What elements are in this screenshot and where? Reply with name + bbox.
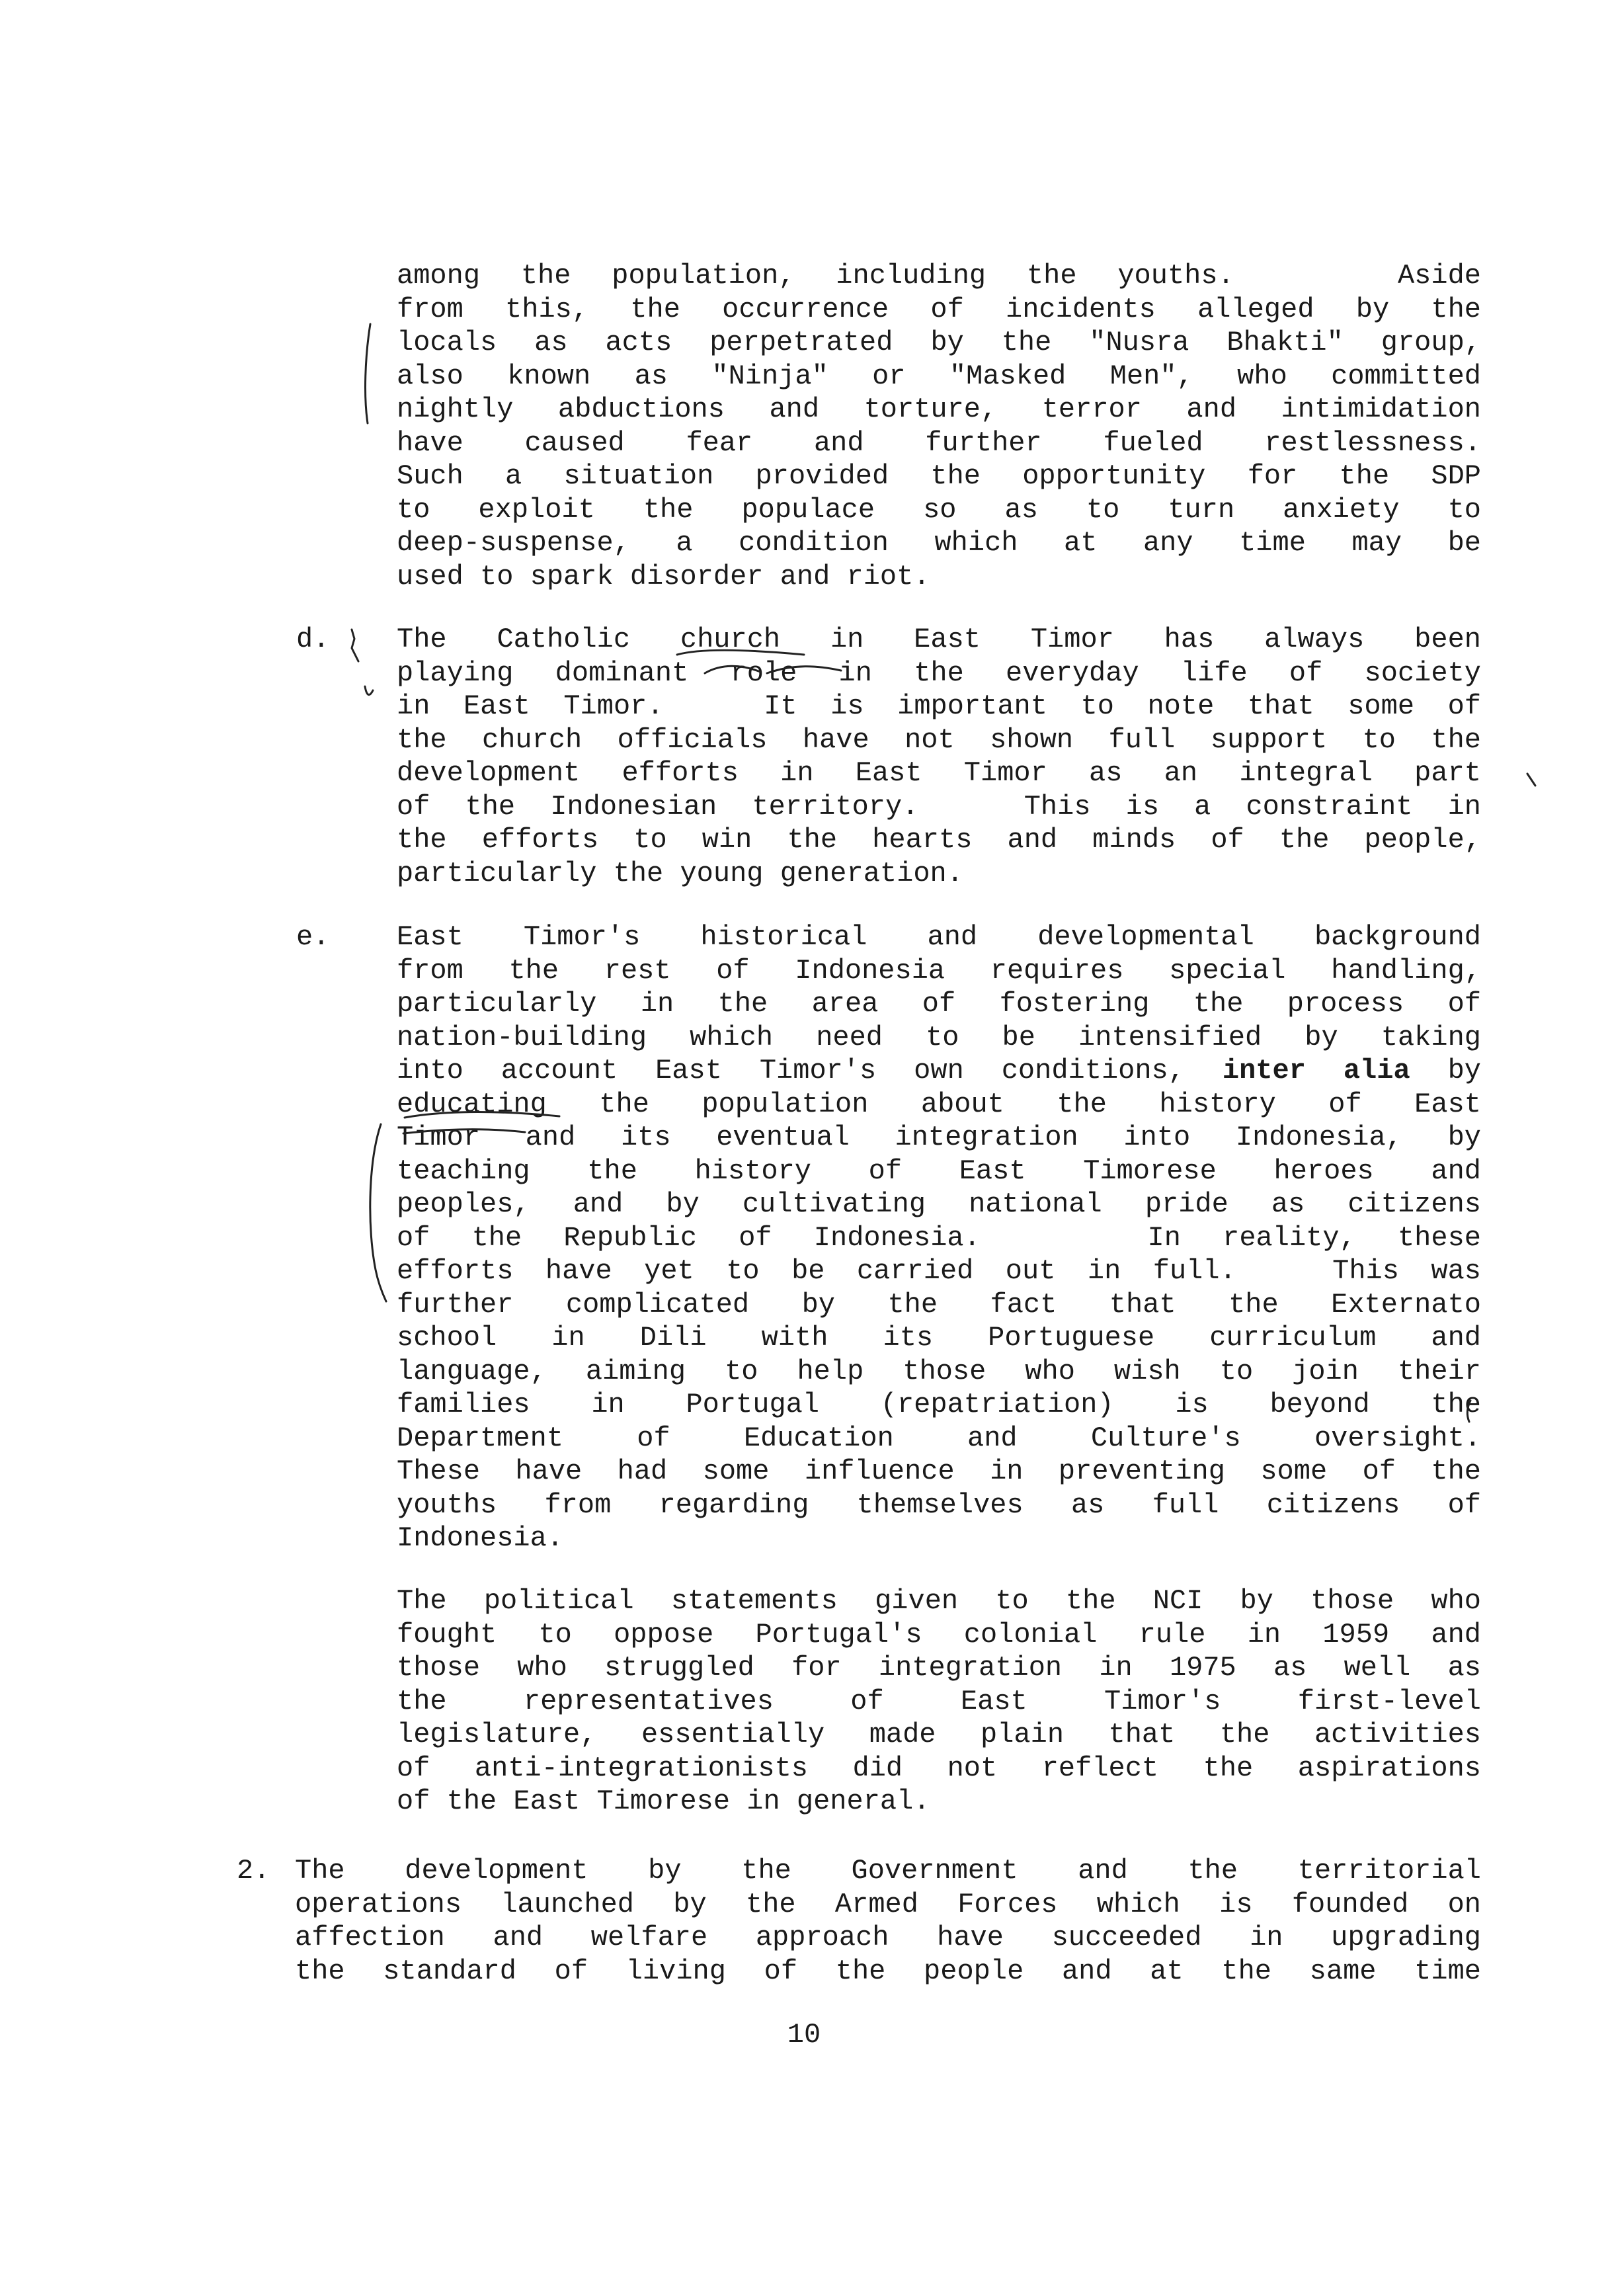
text-line: fought to oppose Portugal's colonial rule in 1959 and xyxy=(397,1618,1481,1651)
item-d-paragraph xyxy=(397,623,1481,890)
text-line: particularly the young generation. xyxy=(397,857,963,889)
text-line: The development by the Government and the territorial xyxy=(295,1855,1481,1887)
text-line: from this, the occurrence of incidents alleged by the xyxy=(397,293,1481,325)
text-line: affection and welfare approach have succeeded in upgrading xyxy=(295,1922,1481,1953)
text-line: the efforts to win the hearts and minds of the people, xyxy=(397,824,1481,856)
text-line: educating the population about the history of East xyxy=(397,1088,1481,1120)
emphasis-text: inter alia xyxy=(1222,1055,1410,1086)
text-line: of the Republic of Indonesia. In reality, these xyxy=(397,1221,1481,1254)
text-line: legislature, essentially made plain that the activities xyxy=(397,1719,1481,1750)
text-line: used to spark disorder and riot. xyxy=(397,560,930,593)
item-d-label: d. xyxy=(296,624,330,655)
text-line: the church officials have not shown full support to the xyxy=(397,723,1481,756)
text-line: peoples, and by cultivating national pride as citizens xyxy=(397,1188,1481,1220)
text-line: those who struggled for integration in 1975 as well as xyxy=(397,1652,1481,1684)
text-line: The political statements given to the NCI by those who xyxy=(397,1585,1481,1617)
text-line: Department of Education and Culture's oversight. xyxy=(397,1422,1481,1454)
text-line: of the East Timorese in general. xyxy=(397,1785,930,1817)
text-line: operations launched by the Armed Forces which is founded on xyxy=(295,1888,1481,1920)
margin-bracket-mark xyxy=(370,1124,386,1301)
text-line: of anti-integrationists did not reflect the aspirations xyxy=(397,1752,1481,1784)
text-line: nation-building which need to be intensified by taking xyxy=(397,1021,1481,1053)
text-line: nightly abductions and torture, terror and intimidation xyxy=(397,393,1481,425)
margin-tick-mark xyxy=(352,630,358,661)
item-e-paragraph xyxy=(397,921,1481,1555)
text-line: from the rest of Indonesia requires special handling, xyxy=(397,954,1481,987)
item-2-paragraph xyxy=(295,1854,1481,1988)
text-line: to exploit the populace so as to turn anxiety to xyxy=(397,493,1481,526)
text-line: of the Indonesian territory. This is a constraint in xyxy=(397,790,1481,823)
text-fragment: by xyxy=(1410,1055,1481,1086)
text-line: families in Portugal (repatriation) is beyond the xyxy=(397,1389,1481,1420)
text-line: Such a situation provided the opportunity for the SDP xyxy=(397,460,1481,492)
statement-paragraph xyxy=(397,1584,1481,1819)
text-line: the representatives of East Timor's first-level xyxy=(397,1685,1481,1717)
text-line: development efforts in East Timor as an integral part xyxy=(397,757,1481,789)
text-line: language, aiming to help those who wish to join their xyxy=(397,1355,1481,1387)
text-line-with-emphasis xyxy=(397,1054,1481,1088)
text-line: The Catholic church in East Timor has always been xyxy=(397,624,1481,655)
text-line: particularly in the area of fostering the process of xyxy=(397,988,1481,1020)
continuation-paragraph xyxy=(397,259,1481,593)
text-line: playing dominant role in the everyday life of society xyxy=(397,657,1481,689)
item-2-label: 2. xyxy=(237,1855,270,1887)
text-line: youths from regarding themselves as full citizens of xyxy=(397,1489,1481,1521)
text-line: further complicated by the fact that the Externato xyxy=(397,1288,1481,1321)
text-fragment: into account East Timor's own conditions, xyxy=(397,1055,1223,1086)
text-line: teaching the history of East Timorese heroes and xyxy=(397,1155,1481,1187)
margin-bracket-mark xyxy=(366,324,370,423)
text-line: East Timor's historical and developmental background xyxy=(397,921,1481,953)
text-line: Indonesia. xyxy=(397,1522,564,1554)
text-line: deep-suspense, a condition which at any time may be xyxy=(397,527,1481,559)
text-line: in East Timor. It is important to note that some of xyxy=(397,690,1481,722)
text-line: school in Dili with its Portuguese curriculum and xyxy=(397,1322,1481,1354)
text-line: These have had some influence in preventing some of the xyxy=(397,1456,1481,1487)
item-e-label: e. xyxy=(296,921,330,953)
margin-tick-mark xyxy=(1527,774,1535,786)
margin-check-mark xyxy=(365,686,373,695)
text-line: also known as "Ninja" or "Masked Men", who committed xyxy=(397,360,1481,392)
text-line: have caused fear and further fueled restlessness. xyxy=(397,427,1481,459)
text-line: Timor and its eventual integration into Indonesia, by xyxy=(397,1122,1481,1153)
text-line: locals as acts perpetrated by the "Nusra Bhakti" group, xyxy=(397,327,1481,358)
page-number: 10 xyxy=(787,2019,821,2051)
text-line: among the population, including the youths. Aside xyxy=(397,260,1481,292)
text-line: efforts have yet to be carried out in full. This was xyxy=(397,1255,1481,1287)
text-line: the standard of living of the people and at the same time xyxy=(295,1955,1481,1987)
